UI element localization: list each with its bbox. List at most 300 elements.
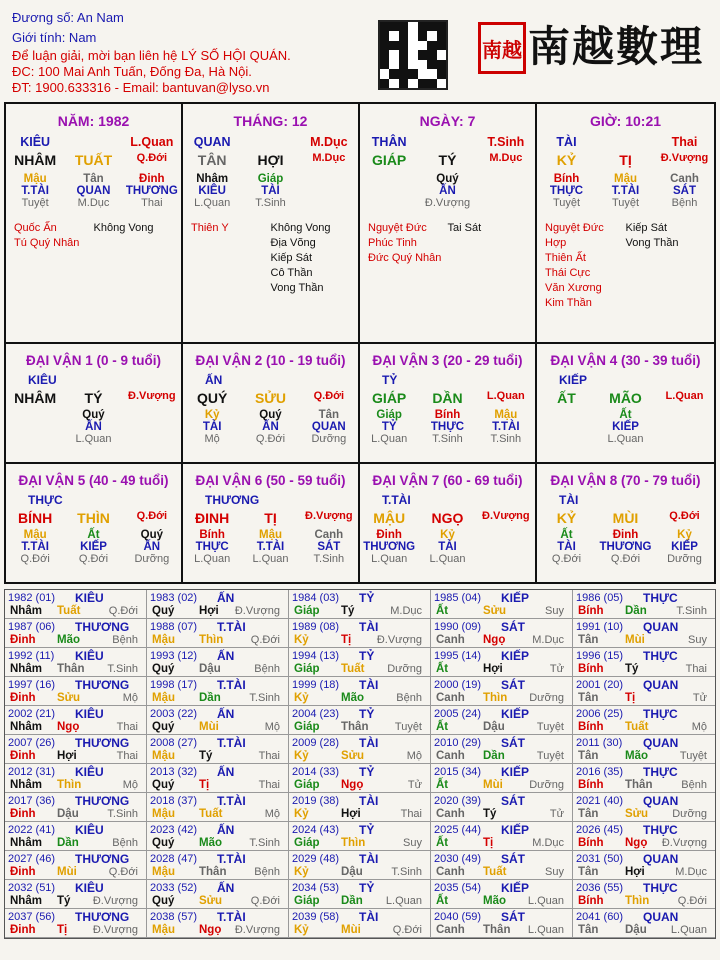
- year-label: 1983 (02): [150, 592, 198, 604]
- hidden-state: Dưỡng: [134, 553, 170, 565]
- year-label: 2035 (54): [434, 882, 482, 894]
- hidden-state: [6, 433, 64, 445]
- year-stem: Canh: [436, 634, 465, 646]
- year-god: QUAN: [643, 736, 679, 750]
- hidden-state: L.Quan: [194, 197, 231, 209]
- hidden-state: Thai: [141, 197, 163, 209]
- hidden-stem: Ất: [87, 529, 100, 541]
- year-label: 2006 (25): [576, 708, 624, 720]
- year-cell[interactable]: [147, 909, 289, 938]
- year-god: T.TÀI: [217, 620, 246, 634]
- year-branch: Thân: [483, 924, 511, 936]
- year-label: 1987 (06): [8, 621, 56, 633]
- year-cell[interactable]: [147, 677, 289, 706]
- pillar-stems: [183, 152, 358, 168]
- hidden-stem: Giáp: [257, 173, 284, 185]
- contact-phone-email: ĐT: 1900.633316 - Email: bantuvan@lyso.vn: [12, 80, 270, 95]
- year-cell[interactable]: [5, 880, 147, 909]
- hidden-stem: Mậu: [258, 529, 282, 541]
- star: Vong Thần: [625, 237, 679, 249]
- dai-van-title: ĐẠI VẬN 6 (50 - 59 tuổi): [195, 473, 346, 488]
- hidden-stem: [655, 409, 714, 421]
- year-cell[interactable]: [431, 880, 573, 909]
- year-cell[interactable]: [5, 851, 147, 880]
- year-branch: Thân: [341, 721, 369, 733]
- branch: THÌN: [77, 510, 110, 526]
- contact-line-1: Để luận giải, mời bạn liên hệ LÝ SỐ HỘI QUÁN.: [12, 48, 291, 63]
- year-cell[interactable]: [147, 619, 289, 648]
- dai-van-title: ĐẠI VẬN 1 (0 - 9 tuổi): [25, 353, 161, 368]
- year-branch: Tị: [57, 924, 68, 936]
- year-stem: Bính: [578, 605, 604, 617]
- year-stage: Bệnh: [254, 663, 280, 675]
- year-branch: Dần: [625, 605, 647, 617]
- hidden-state: T.Sinh: [313, 553, 345, 565]
- hidden-state: Tuyệt: [611, 197, 640, 209]
- year-stage: Dưỡng: [387, 663, 422, 675]
- heavenly-stem: TÂN: [197, 152, 227, 168]
- year-stem: Ất: [436, 895, 449, 907]
- star: Tai Sát: [447, 222, 482, 234]
- year-stem: Quý: [152, 605, 175, 617]
- year-label: 1997 (16): [8, 679, 56, 691]
- year-stage: Bệnh: [681, 779, 707, 791]
- dai-van-row-1: [6, 342, 714, 462]
- year-branch: Ngọ: [341, 779, 364, 791]
- branch: SỬU: [254, 390, 287, 406]
- year-stem: Mậu: [152, 750, 175, 762]
- pillar-title: NĂM: 1982: [57, 113, 130, 129]
- year-stem: Kỷ: [294, 866, 309, 878]
- year-label: 2018 (37): [150, 795, 198, 807]
- year-god: QUAN: [643, 620, 679, 634]
- pillar-stems: [360, 152, 535, 168]
- star: Nguyệt Đức Hợp: [545, 222, 604, 249]
- year-god: THƯƠNG: [75, 736, 130, 750]
- year-cell[interactable]: [5, 648, 147, 677]
- year-god: SÁT: [501, 678, 525, 692]
- year-stage: Mộ: [691, 721, 707, 733]
- year-stage: Bệnh: [112, 634, 138, 646]
- hidden-god: SÁT: [317, 541, 341, 553]
- year-cell[interactable]: [5, 735, 147, 764]
- year-label: 2040 (59): [434, 911, 482, 923]
- hidden-god: [360, 185, 418, 197]
- dv-hidden-states: [6, 553, 181, 565]
- hidden-god: ẤN: [262, 421, 279, 433]
- year-god: KIÊU: [75, 707, 104, 721]
- year-stem: Kỷ: [294, 750, 309, 762]
- year-label: 2019 (38): [292, 795, 340, 807]
- dai-van-god: THỰC: [28, 493, 63, 507]
- year-stem: Quý: [152, 837, 175, 849]
- year-cell[interactable]: [289, 648, 431, 677]
- year-cell[interactable]: [147, 880, 289, 909]
- year-stem: Mậu: [152, 808, 175, 820]
- stage: L.Quan: [665, 390, 704, 402]
- hidden-state: L.Quan: [607, 433, 644, 445]
- year-god: QUAN: [643, 852, 679, 866]
- year-cell[interactable]: [431, 909, 573, 938]
- year-stage: T.Sinh: [676, 605, 707, 617]
- year-label: 2015 (34): [434, 766, 482, 778]
- stars-right: [448, 221, 528, 266]
- hidden-stem: Kỷ: [677, 529, 692, 541]
- year-cell[interactable]: [289, 677, 431, 706]
- year-god: TỶ: [359, 591, 375, 605]
- year-stem: Nhâm: [10, 721, 42, 733]
- year-cell[interactable]: [5, 590, 147, 619]
- star: Thiên Ất: [545, 252, 586, 264]
- year-cell[interactable]: [289, 619, 431, 648]
- year-stem: Canh: [436, 692, 465, 704]
- year-cell[interactable]: [5, 793, 147, 822]
- heavenly-stem: GIÁP: [372, 152, 407, 168]
- year-stage: Q.Đới: [677, 895, 707, 907]
- year-god: KIÊU: [75, 765, 104, 779]
- year-label: 1988 (07): [150, 621, 198, 633]
- hidden-god: T.TÀI: [21, 541, 49, 553]
- year-cell[interactable]: [573, 880, 715, 909]
- stars-right: [271, 221, 351, 296]
- hidden-stem: Đinh: [612, 529, 639, 541]
- hidden-states: [183, 197, 358, 209]
- stage: Đ.Vượng: [128, 390, 176, 402]
- hidden-states: [360, 197, 535, 209]
- dv-hidden-states: [183, 433, 358, 445]
- year-label: 1999 (18): [292, 679, 340, 691]
- year-stage: Thai: [116, 750, 138, 762]
- hidden-state: T.Sinh: [432, 433, 463, 445]
- year-label: 2009 (28): [292, 737, 340, 749]
- year-branch: Ngọ: [199, 924, 222, 936]
- hidden-stem: Mậu: [23, 173, 47, 185]
- hidden-stem: Mậu: [494, 409, 518, 421]
- pillar-title: THÁNG: 12: [233, 113, 308, 129]
- year-cell[interactable]: [5, 822, 147, 851]
- year-stem: Mậu: [152, 866, 175, 878]
- earthly-branch: HỢI: [257, 152, 284, 168]
- year-stage: Mộ: [122, 779, 138, 791]
- year-stage: Đ.Vượng: [376, 634, 422, 646]
- year-cell[interactable]: [573, 590, 715, 619]
- year-stage: Suy: [688, 634, 707, 646]
- dai-van-title: ĐẠI VẬN 8 (70 - 79 tuổi): [550, 473, 701, 488]
- dai-van-god: T.TÀI: [382, 493, 411, 507]
- year-cell[interactable]: [289, 851, 431, 880]
- year-cell[interactable]: [147, 590, 289, 619]
- hidden-stem: Tân: [83, 173, 104, 185]
- dv-hidden-states: [6, 433, 181, 445]
- year-stem: Kỷ: [294, 924, 309, 936]
- year-label: 2041 (60): [576, 911, 624, 923]
- year-cell[interactable]: [431, 706, 573, 735]
- year-stem: Nhâm: [10, 837, 42, 849]
- qr-code-icon[interactable]: [378, 20, 448, 90]
- hidden-god: THỰC: [195, 541, 229, 553]
- year-cell[interactable]: [431, 793, 573, 822]
- year-god: THƯƠNG: [75, 910, 130, 924]
- dv-hidden: [6, 529, 181, 541]
- year-stem: Nhâm: [10, 605, 42, 617]
- hidden-state: Bệnh: [671, 197, 698, 209]
- blank: [64, 135, 122, 149]
- year-label: 2010 (29): [434, 737, 482, 749]
- dv-hidden-states: [537, 433, 714, 445]
- year-label: 1982 (01): [8, 592, 56, 604]
- year-cell[interactable]: [431, 735, 573, 764]
- year-label: 2017 (36): [8, 795, 56, 807]
- hidden-god: QUAN: [76, 185, 111, 197]
- year-label: 2013 (32): [150, 766, 198, 778]
- year-stem: Giáp: [294, 895, 320, 907]
- pillar-title: GIỜ: 10:21: [589, 113, 662, 129]
- year-cell[interactable]: [147, 793, 289, 822]
- stem-stage: Đ.Vượng: [660, 152, 709, 164]
- year-cell[interactable]: [147, 735, 289, 764]
- year-label: 1996 (15): [576, 650, 624, 662]
- year-cell[interactable]: [147, 822, 289, 851]
- year-label: 1992 (11): [8, 650, 55, 662]
- year-label: 2000 (19): [434, 679, 482, 691]
- year-god: TÀI: [359, 736, 379, 750]
- star: Văn Xương: [545, 282, 602, 294]
- year-cell[interactable]: [573, 764, 715, 793]
- year-branch: Tuất: [57, 605, 81, 617]
- year-branch: Thìn: [483, 692, 508, 704]
- year-cell[interactable]: [573, 619, 715, 648]
- year-branch: Tý: [341, 605, 355, 617]
- hidden-state: L.Quan: [371, 553, 408, 565]
- star: Kiếp Sát: [270, 252, 313, 264]
- year-god: TỶ: [359, 881, 375, 895]
- dv-hidden-gods: [537, 421, 714, 433]
- year-label: 2036 (55): [576, 882, 624, 894]
- year-stage: Dưỡng: [529, 779, 564, 791]
- year-god: THƯƠNG: [75, 852, 130, 866]
- year-god: SÁT: [501, 852, 525, 866]
- hidden-god: TÀI: [261, 185, 280, 197]
- year-label: 2031 (50): [576, 853, 624, 865]
- year-cell[interactable]: [573, 909, 715, 938]
- year-branch: Hợi: [57, 750, 77, 762]
- year-branch: Dần: [483, 750, 505, 762]
- year-stage: L.Quan: [527, 924, 564, 936]
- pillar-2: [360, 104, 537, 342]
- year-god: ẤN: [217, 707, 235, 721]
- year-branch: Thìn: [625, 895, 650, 907]
- year-label: 2004 (23): [292, 708, 340, 720]
- year-stem: Canh: [436, 924, 465, 936]
- year-cell[interactable]: [431, 822, 573, 851]
- year-label: 2025 (44): [434, 824, 482, 836]
- year-stage: Suy: [545, 605, 564, 617]
- year-god: THỰC: [643, 823, 678, 837]
- pillar-stems: [6, 152, 181, 168]
- year-branch: Sửu: [199, 895, 223, 907]
- year-branch: Thân: [57, 663, 85, 675]
- year-cell[interactable]: [289, 793, 431, 822]
- year-cell[interactable]: [431, 677, 573, 706]
- hidden-god: T.TÀI: [492, 421, 520, 433]
- hidden-stem: Bính: [199, 529, 225, 541]
- year-stem: Mậu: [152, 692, 175, 704]
- year-stage: Q.Đới: [108, 866, 138, 878]
- hidden-god: [123, 421, 181, 433]
- year-stem: Ất: [436, 721, 449, 733]
- year-god: SÁT: [501, 794, 525, 808]
- year-cell[interactable]: [431, 619, 573, 648]
- star: Đức Quý Nhân: [368, 252, 442, 264]
- stage: Đ.Vượng: [482, 510, 530, 522]
- dai-van-4: [537, 344, 714, 462]
- heavenly-stem: NHÂM: [14, 152, 57, 168]
- year-stage: Q.Đới: [108, 605, 138, 617]
- year-branch: Thân: [625, 779, 653, 791]
- dv-hidden: [183, 529, 358, 541]
- year-label: 2033 (52): [150, 882, 198, 894]
- year-stem: Đinh: [10, 692, 36, 704]
- earthly-branch: TUẤT: [74, 152, 113, 168]
- branch: MÃO: [609, 390, 642, 406]
- gender: Giới tính: Nam: [12, 30, 97, 45]
- year-branch: Dậu: [199, 663, 221, 675]
- dai-van-stems: [183, 510, 358, 526]
- year-cell[interactable]: [573, 648, 715, 677]
- year-god: TÀI: [359, 852, 379, 866]
- year-stage: Mộ: [264, 721, 280, 733]
- year-god: KIẾP: [501, 765, 530, 779]
- year-label: 1998 (17): [150, 679, 198, 691]
- dai-van-god: TỶ: [382, 373, 398, 387]
- dai-van-6: [183, 464, 360, 582]
- year-cell[interactable]: [289, 764, 431, 793]
- year-stem: Tân: [578, 750, 599, 762]
- year-branch: Tị: [625, 692, 636, 704]
- year-cell[interactable]: [431, 590, 573, 619]
- year-stage: Tuyệt: [536, 721, 564, 733]
- hidden-god: T.TÀI: [256, 541, 285, 553]
- year-cell[interactable]: [5, 619, 147, 648]
- year-stem: Nhâm: [10, 895, 42, 907]
- year-branch: Dậu: [57, 808, 79, 820]
- year-cell[interactable]: [5, 706, 147, 735]
- year-cell[interactable]: [573, 706, 715, 735]
- year-label: 2037 (56): [8, 911, 56, 923]
- pillar-stems: [537, 152, 714, 168]
- year-god: T.TÀI: [217, 736, 246, 750]
- pillar-0: [6, 104, 183, 342]
- year-label: 2026 (45): [576, 824, 624, 836]
- year-god: SÁT: [501, 620, 525, 634]
- year-cell[interactable]: [289, 590, 431, 619]
- dai-van-stems: [537, 510, 714, 526]
- year-label: 1984 (03): [292, 592, 340, 604]
- year-cell[interactable]: [289, 880, 431, 909]
- year-stem: Bính: [578, 721, 604, 733]
- year-branch: Mão: [199, 837, 222, 849]
- hidden-god: [537, 421, 596, 433]
- year-god: TỶ: [359, 765, 375, 779]
- year-stage: Thai: [400, 808, 422, 820]
- year-cell[interactable]: [5, 764, 147, 793]
- year-stage: Mộ: [406, 750, 422, 762]
- year-cell[interactable]: [573, 851, 715, 880]
- year-label: 2020 (39): [434, 795, 482, 807]
- year-cell[interactable]: [289, 909, 431, 938]
- hidden-state: T.Sinh: [255, 197, 286, 209]
- year-cell[interactable]: [431, 851, 573, 880]
- year-cell[interactable]: [431, 764, 573, 793]
- hidden-stem: Quý: [436, 173, 459, 185]
- year-cell[interactable]: [289, 706, 431, 735]
- dai-van-title: ĐẠI VẬN 7 (60 - 69 tuổi): [372, 473, 523, 488]
- year-god: KIẾP: [501, 881, 530, 895]
- stage: Thai: [671, 135, 698, 149]
- year-cell[interactable]: [147, 764, 289, 793]
- year-stage: Tử: [407, 779, 422, 791]
- pillar-stars: [6, 221, 181, 251]
- year-stage: Suy: [403, 837, 422, 849]
- year-cell[interactable]: [573, 793, 715, 822]
- hidden-state: M.Dục: [77, 197, 110, 209]
- year-cell[interactable]: [289, 735, 431, 764]
- year-label: 2027 (46): [8, 853, 56, 865]
- dv-hidden: [537, 409, 714, 421]
- year-cell[interactable]: [289, 822, 431, 851]
- year-stage: T.Sinh: [391, 866, 422, 878]
- year-branch: Ngọ: [57, 721, 80, 733]
- stars-right: [94, 221, 174, 251]
- year-cell[interactable]: [147, 851, 289, 880]
- stem: KỶ: [556, 510, 577, 526]
- year-god: KIẾP: [501, 649, 530, 663]
- branch: TÝ: [84, 390, 103, 406]
- year-god: THỰC: [643, 649, 678, 663]
- pillar-gods: [360, 135, 535, 149]
- stem-god: KIÊU: [20, 135, 51, 149]
- stem-god: TÀI: [556, 135, 577, 149]
- stage: L.Quan: [486, 390, 525, 402]
- hidden-stems: [537, 173, 714, 185]
- pillar-gods: [6, 135, 181, 149]
- year-stage: Đ.Vượng: [92, 895, 138, 907]
- hidden-state: [360, 197, 418, 209]
- year-cell[interactable]: [431, 648, 573, 677]
- year-branch: Dậu: [483, 721, 505, 733]
- year-cell[interactable]: [573, 677, 715, 706]
- hidden-stems: [6, 173, 181, 185]
- hidden-god: TÀI: [557, 541, 576, 553]
- pillar-1: [183, 104, 360, 342]
- year-branch: Mão: [341, 692, 364, 704]
- hidden-state: L.Quan: [194, 553, 231, 565]
- hidden-stem: Quý: [82, 409, 105, 421]
- dai-van-god: ẤN: [205, 373, 223, 387]
- year-cell[interactable]: [573, 735, 715, 764]
- year-cell[interactable]: [5, 909, 147, 938]
- year-label: 2032 (51): [8, 882, 56, 894]
- year-branch: Tý: [625, 663, 639, 675]
- hidden-stem: [537, 409, 596, 421]
- year-cell[interactable]: [147, 706, 289, 735]
- year-stage: Tuyệt: [679, 750, 707, 762]
- stars-right: [626, 221, 707, 311]
- year-cell[interactable]: [147, 648, 289, 677]
- year-stem: Đinh: [10, 750, 36, 762]
- year-cell[interactable]: [5, 677, 147, 706]
- year-cell[interactable]: [573, 822, 715, 851]
